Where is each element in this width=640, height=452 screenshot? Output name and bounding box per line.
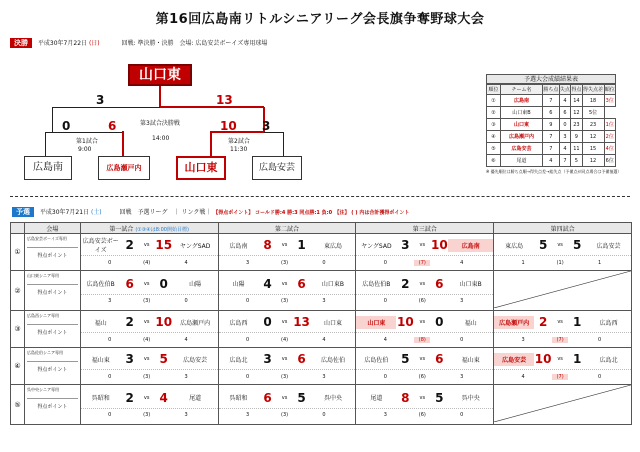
home-points: 0 [245,336,250,343]
home-points: 0 [245,298,250,304]
prelim-row [11,348,632,385]
summary-row [487,143,616,155]
prelim-label: 予選 [12,207,34,217]
summary-cell: 4 [559,143,570,155]
third-place-label: 第3試合決勝戦 [140,120,180,127]
total-points: (8) [414,337,430,343]
summary-cell: 4 [543,155,560,167]
away-team: 呉中央 [461,395,480,402]
game-cell [494,311,632,348]
home-score: 0 [263,315,272,329]
vs-label: vs [419,280,426,287]
points-label: 得点ポイント [37,367,68,373]
away-score: 10 [155,315,173,329]
summary-cell: ③ [487,119,501,131]
points-label: 得点ポイント [37,290,68,296]
total-points: (3) [281,412,289,418]
away-team: 山口東 [323,319,342,327]
away-team: 東広島 [323,242,342,250]
row-number: ① [11,234,25,271]
game-cell [356,385,494,425]
home-score: 2 [125,238,134,252]
away-score: 1 [572,315,582,329]
vs-label: vs [557,356,563,362]
summary-cell: ④ [487,131,501,143]
summary-header: 得失点差 [582,85,604,95]
summary-note: ※ 優先順位は勝ち点順→得失点差→総失点（予備点が同点場合は予備抽選） [486,169,622,174]
away-team: 広島安芸 [596,242,621,250]
home-score: 4 [263,276,272,291]
away-team: 広島西 [599,319,618,327]
home-team: 福山 [94,319,107,327]
vs-label: vs [419,242,426,248]
semi-right-score: 13 [216,93,233,107]
prelim-date: 平成30年7月21日 [39,209,90,216]
game-cell [494,271,632,311]
away-points: 3 [460,373,464,380]
away-score: 5 [297,390,306,405]
prelim-header-venue: 会場 [24,223,80,234]
home-points: 3 [383,412,387,418]
summary-header: 得点 [571,85,582,95]
vs-label: vs [281,394,288,401]
home-team: 広島佐伯B [86,281,115,288]
home-points: 0 [383,259,387,266]
game-cell [356,234,494,271]
home-score: 2 [401,276,410,291]
summary-cell: 3 [559,131,570,143]
summary-cell: 9 [543,119,560,131]
vs-label: vs [143,319,150,325]
game-cell [356,348,494,385]
empty-cell-slash [494,385,631,422]
home-points: 3 [245,259,250,266]
summary-cell: 15 [582,143,604,155]
total-points: (3) [143,412,151,418]
away-team: 広島南 [448,239,493,252]
summary-header: 失点 [559,85,570,95]
home-points: 0 [108,336,112,343]
prelim-header [12,207,409,217]
total-points: (6) [418,373,426,380]
vs-label: vs [143,280,150,287]
home-score: 3 [401,238,410,252]
venue-name: 山口東シニア専用 [27,273,78,285]
home-score: 5 [538,238,548,252]
vs-label: vs [281,242,288,248]
away-score: 4 [159,390,168,405]
home-score: 2 [125,315,134,329]
vs-label: vs [143,242,150,248]
away-points: 3 [184,412,188,418]
away-score: 15 [155,238,173,252]
row-number: ⑤ [11,385,25,425]
summary-cell: 7 [543,95,560,107]
away-points: 3 [322,373,326,380]
away-team: 広島北 [599,356,618,364]
home-team: 広島安芸ボーイズ [82,238,119,254]
summary-cell: 7 [559,155,570,167]
away-team: 福山東 [461,356,480,364]
game1-label: 第1試合 [76,138,98,145]
away-score: 6 [297,352,306,366]
venue-name: 広島西シニア専用 [27,313,78,325]
summary-cell: 6位 [604,155,616,167]
game-cell [494,385,632,425]
home-points: 3 [521,336,525,343]
summary-row [487,107,616,119]
home-points: 0 [383,373,387,380]
game1-left-score: 0 [62,119,71,133]
prelim-header-game4: 第四試合 [494,223,632,234]
summary-cell: 12 [582,131,604,143]
prelim-weekday: (土) [90,209,102,216]
away-team: 山陽 [189,281,202,288]
prelim-header-game1: 第一試合 [109,225,134,233]
summary-cell: 山口東B [501,107,543,119]
row-number: ② [11,271,25,311]
game2-left-score: 10 [220,119,237,133]
home-team: 広島佐伯B [362,281,391,288]
away-points: 4 [460,259,464,266]
game-cell [494,234,632,271]
away-points: 4 [184,259,188,266]
away-points: 0 [460,412,464,418]
summary-row [487,95,616,107]
venue-name: 広島佐伯シニア専用 [27,350,78,362]
home-score: 3 [125,352,134,366]
champion-box: 山口東 [128,64,192,86]
summary-cell: 3位 [604,95,616,107]
final-label: 決勝 [10,38,32,48]
points-label: 得点ポイント [37,253,68,259]
away-points: 0 [322,259,326,266]
summary-cell: 広島安芸 [501,143,543,155]
page-title: 第16回広島南リトルシニアリーグ会長旗争奪野球大会 [155,12,485,27]
vs-label: vs [281,280,288,287]
summary-cell: 4位 [604,143,616,155]
total-points: (7) [552,337,568,343]
total-points: (1) [556,259,564,266]
away-score: 0 [159,276,168,291]
summary-header: 順位 [604,85,616,95]
vs-label: vs [281,319,288,325]
summary-title: 予選大会成績結果表 [486,74,616,84]
game-cell [218,348,356,385]
away-score: 5 [159,352,168,366]
total-points: (7) [414,260,430,266]
away-points: 0 [597,373,602,380]
home-team: ヤングSAD [361,242,392,250]
summary-cell: 山口東 [501,119,543,131]
prelim-table [10,222,632,425]
home-points: 1 [521,259,525,266]
final-meta: 回戦: 準決勝・決勝 会場: 広島安芸ボーイズ専用球場 [121,40,268,47]
game-cell [218,385,356,425]
home-score: 6 [125,276,134,291]
summary-cell: 2位 [604,131,616,143]
summary-cell: ⑥ [487,155,501,167]
away-team: 福山 [464,319,477,327]
home-score: 6 [263,390,272,405]
home-points: 4 [521,373,525,380]
away-points: 0 [322,412,326,418]
game-cell [80,311,218,348]
summary-cell: ② [487,107,501,119]
away-score: 5 [435,390,444,405]
home-points: 4 [383,336,387,343]
team-box-1: 広島南 [24,156,72,180]
away-score: 1 [572,352,582,366]
summary-cell: 18 [582,95,604,107]
prelim-header-game3: 第三試合 [356,223,494,234]
game-cell [494,348,632,385]
home-score: 8 [401,390,410,405]
game-cell [80,385,218,425]
summary-row [487,119,616,131]
game-cell [80,348,218,385]
prelim-row [11,271,632,311]
away-score: 10 [430,238,448,252]
summary-cell: 0 [559,119,570,131]
empty-cell-slash [494,271,631,308]
points-label: 得点ポイント [37,404,68,410]
home-score: 2 [538,315,548,329]
away-team: 広島佐伯 [320,356,345,364]
total-points: (6) [418,412,426,418]
away-points: 0 [184,298,188,304]
summary-cell: 7 [543,131,560,143]
summary-cell: 6 [559,107,570,119]
prelim-header-game2: 第二試合 [218,223,356,234]
venue-name: 呉中央シニア専用 [27,387,78,399]
home-score: 10 [396,315,414,329]
total-points: (3) [281,373,289,380]
home-points: 0 [245,373,250,380]
game-cell [356,271,494,311]
row-number: ④ [11,348,25,385]
game-cell [80,234,218,271]
away-points: 4 [184,336,188,343]
away-score: 1 [297,238,306,252]
summary-row [487,155,616,167]
summary-cell: 広島南 [501,95,543,107]
vs-label: vs [419,319,426,325]
total-points: (3) [143,298,151,304]
team-box-2: 広島瀬戸内 [98,156,150,180]
away-team: 広島安芸 [183,356,208,364]
summary-cell: 12 [571,107,582,119]
summary-cell: 4 [559,95,570,107]
home-team: 呉昭和 [229,395,248,402]
home-score: 2 [125,390,134,405]
home-team: 広島西 [229,319,248,327]
home-points: 0 [108,412,112,418]
home-score: 8 [263,238,272,252]
home-team: 広島安芸 [494,353,534,366]
summary-cell: 6 [543,107,560,119]
prelim-row [11,234,632,271]
summary-table [486,84,616,167]
total-points: (7) [552,374,568,380]
away-score: 6 [435,352,444,366]
home-score: 3 [263,352,272,366]
vs-label: vs [557,242,563,248]
home-points: 0 [383,298,387,304]
game-cell [218,234,356,271]
away-score: 6 [435,276,444,291]
away-score: 13 [293,315,310,329]
away-team: ヤングSAD [179,242,211,250]
home-score: 10 [534,352,552,366]
away-points: 3 [460,298,464,304]
first-game-note: (①③④は8:00開始目標) [135,226,189,233]
home-team: 山口東 [356,316,396,329]
away-points: 4 [322,336,326,343]
game2-right-score: 3 [262,119,271,133]
vs-label: vs [143,356,150,362]
away-team: 呉中央 [323,395,342,402]
summary-row [487,131,616,143]
summary-header: チーム名 [501,85,543,95]
total-points: (4) [281,336,289,343]
total-points: (4) [143,336,151,343]
summary-cell: 14 [571,95,582,107]
home-team: 広島佐伯 [364,356,389,364]
home-points: 0 [108,373,112,380]
total-points: (3) [281,259,289,266]
home-score: 5 [401,352,410,366]
team-box-4: 広島安芸 [252,156,302,180]
venue-name: 広島安芸ボーイズ専用 [27,236,78,248]
summary-header: 勝ち点 [543,85,560,95]
summary-cell: ① [487,95,501,107]
home-team: 尾道 [370,395,383,402]
game-cell [218,311,356,348]
vs-label: vs [557,319,563,325]
row-number: ③ [11,311,25,348]
away-points: 3 [322,298,326,304]
summary-cell: 広島瀬戸内 [501,131,543,143]
prelim-rules: 【得点ポイント】 コールド勝:4 勝:3 同点勝:1 負:0 【注】 ( ) 内は合計獲得ポイント [213,210,410,216]
prelim-row [11,385,632,425]
total-points: (6) [418,298,426,304]
semi-left-score: 3 [96,93,105,107]
final-date: 平成30年7月22日 [37,40,88,47]
game-cell [80,271,218,311]
home-team: 広島南 [229,242,248,250]
vs-label: vs [419,394,426,401]
home-team: 東広島 [505,242,524,250]
away-points: 0 [460,336,464,343]
summary-cell: ⑤ [487,143,501,155]
away-team: 広島瀬戸内 [180,319,211,327]
summary-cell: 23 [571,119,582,131]
prelim-meta: 回戦 予選リーグ ｜ リンク戦｜ [119,209,212,216]
summary-cell: 7 [543,143,560,155]
total-points: (3) [281,298,289,304]
home-points: 0 [108,259,112,266]
summary-cell: 23 [582,119,604,131]
total-points: (3) [143,373,151,380]
summary-cell: 11 [571,143,582,155]
home-team: 広島北 [229,356,248,364]
home-points: 3 [108,298,112,304]
third-place-time: 14:00 [152,135,170,142]
summary-cell: 5位 [582,107,604,119]
section-divider [10,196,630,197]
total-points: (4) [143,259,151,266]
team-box-3: 山口東 [176,156,226,180]
summary-header: 順位 [487,85,501,95]
vs-label: vs [143,394,150,401]
away-score: 0 [435,315,444,329]
game2-time: 11:30 [230,146,248,153]
summary-cell: 9 [571,131,582,143]
summary-cell: 1位 [604,119,616,131]
home-team: 福山東 [91,356,110,364]
summary-cell: 尾道 [501,155,543,167]
final-header [10,38,267,48]
points-label: 得点ポイント [37,330,68,336]
final-weekday: (日) [88,40,100,47]
home-team: 呉昭和 [91,395,110,402]
vs-label: vs [419,356,426,362]
away-team: 山口東B [321,281,344,288]
game-cell [218,271,356,311]
away-team: 山口東B [459,281,482,288]
summary-cell: 5 [571,155,582,167]
away-score: 6 [297,276,306,291]
game2-label: 第2試合 [228,138,250,145]
away-team: 尾道 [189,395,202,402]
vs-label: vs [281,356,288,362]
away-points: 3 [184,373,188,380]
prelim-row [11,311,632,348]
game1-time: 9:00 [78,146,92,153]
game1-right-score: 6 [108,119,117,133]
home-points: 3 [245,412,250,418]
away-points: 1 [597,259,602,266]
away-score: 5 [572,238,582,252]
summary-table-wrap [486,74,622,175]
game-cell [356,311,494,348]
away-points: 0 [597,336,602,343]
home-team: 広島瀬戸内 [494,316,534,329]
summary-cell: 12 [582,155,604,167]
home-team: 山陽 [232,281,245,288]
